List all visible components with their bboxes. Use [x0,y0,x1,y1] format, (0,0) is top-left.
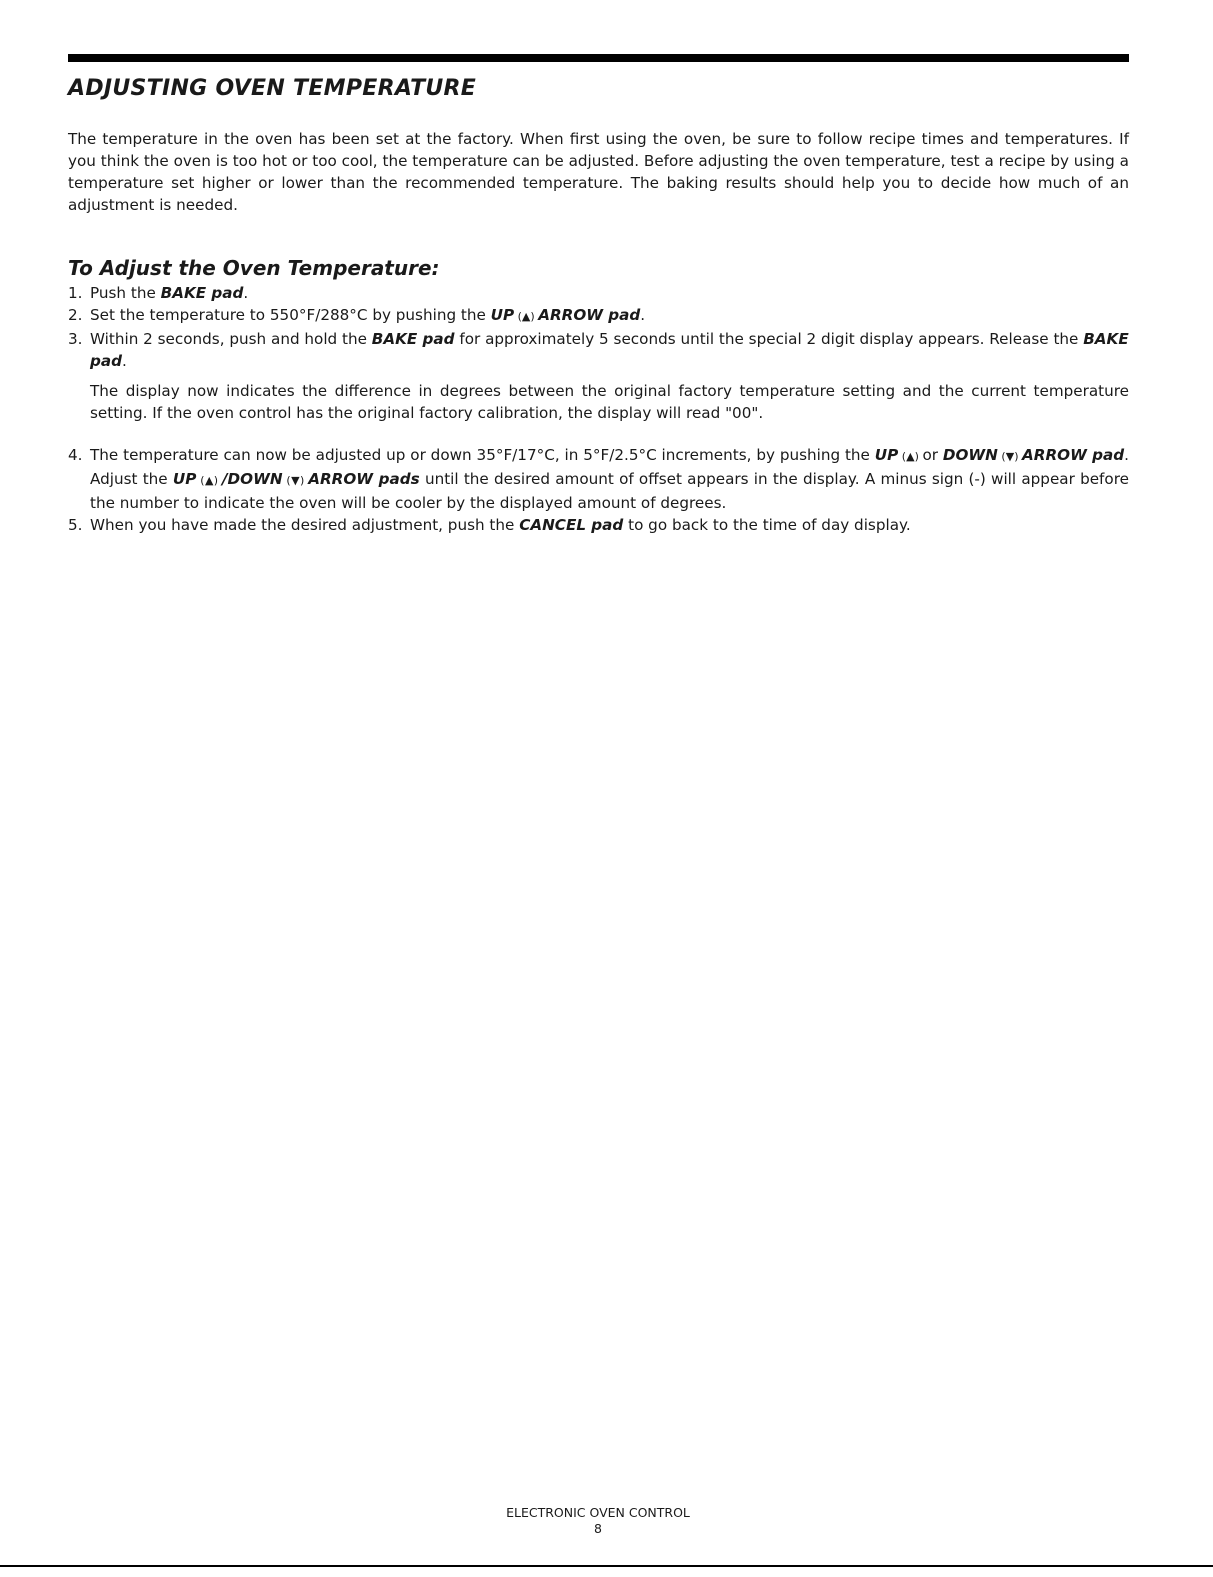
top-rule [68,54,1129,62]
step-number: 4. [68,446,83,464]
up-arrow-icon: (▲) [196,474,222,487]
step-number: 3. [68,330,83,348]
step-text [90,514,1129,536]
text-run: The temperature can now be adjusted up or down 35°F/17°C, in 5°F/2.5°C increments, by pushing the [90,446,875,464]
down-arrow-icon: (▼) [997,450,1023,463]
step-text [90,282,1129,304]
text-run: until the desired amount of offset appears in the display. A minus sign (-) will appear before the number to indicate the oven will be cooler by the displayed amount of degrees. [90,470,1129,512]
step-text [90,444,1129,514]
text-run: . Adjust the [90,446,1129,488]
key-arrow-pads: ARROW pads [308,470,420,488]
key-bake-pad: BAKE pad [160,284,244,302]
text-run: or [922,446,943,464]
key-cancel-pad: CANCEL pad [519,516,624,534]
key-bake-pad: BAKE pad [371,330,455,348]
section-subtitle: To Adjust the Oven Temperature: [68,256,440,280]
step-5 [68,514,1129,536]
spacer [68,424,1129,444]
up-arrow-icon: (▲) [898,450,923,463]
page-title: ADJUSTING OVEN TEMPERATURE [68,76,477,101]
key-arrow-pad: ARROW pad [1022,446,1125,464]
step-3-note: The display now indicates the difference in degrees between the original factory temperature setting and the current temperature setting. If the oven control has the original factory calibration, the display will read "00". [90,382,1129,422]
step-3 [68,328,1129,372]
key-arrow-pad: ARROW pad [538,306,641,324]
text-run: When you have made the desired adjustment, push the [90,516,520,534]
key-up: UP [172,470,197,488]
down-arrow-icon: (▼) [282,474,309,487]
steps-list [68,282,1129,536]
text-run: Within 2 seconds, push and hold the [90,330,372,348]
key-up: UP [490,306,515,324]
up-arrow-icon: (▲) [514,310,539,323]
text-run: to go back to the time of day display. [623,516,911,534]
text-run: . [122,352,127,370]
key-up: UP [874,446,899,464]
step-number: 1. [68,284,83,302]
key-down: DOWN [942,446,998,464]
step-4 [68,444,1129,514]
step-text [90,304,1129,328]
text-run: for approximately 5 seconds until the special 2 digit display appears. Release the [454,330,1084,348]
page-footer [0,1505,1196,1537]
step-text [90,328,1129,372]
step-number: 2. [68,306,83,324]
step-2 [68,304,1129,328]
text-run: Set the temperature to 550°F/288°C by pushing the [90,306,491,324]
intro-paragraph: The temperature in the oven has been set at the factory. When first using the oven, be sure to follow recipe times and temperatures. If you think the oven is too hot or too cool, the temperature can be adjusted. Before adjusting the oven temperature, test a recipe by using a temperature set higher or lower than the recommended temperature. The baking results should help you to decide how much of an adjustment is needed. [68,130,1129,214]
key-down: /DOWN [222,470,283,488]
bottom-rule [0,1565,1213,1567]
text-run: . [640,306,646,324]
step-number: 5. [68,516,83,534]
text-run: Push the [90,284,161,302]
text-run: . [243,284,249,302]
footer-section-title: ELECTRONIC OVEN CONTROL [506,1505,690,1520]
page-number: 8 [594,1521,602,1536]
step-1 [68,282,1129,304]
key-bake-pad: BAKE pad [90,330,1129,370]
